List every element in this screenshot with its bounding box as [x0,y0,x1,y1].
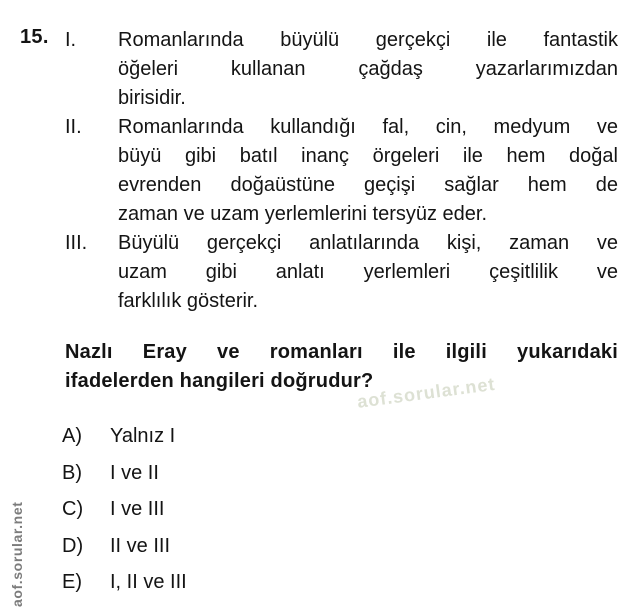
option-letter: D) [62,534,84,557]
statement-line: Romanlarında kullandığı fal, cin, medyum ve [118,116,618,138]
statement-line: farklılık gösterir. [118,290,259,312]
statement-numeral: III. [65,232,88,254]
option-row[interactable] [62,497,482,534]
statement-item [65,229,618,316]
statement-line: öğeleri kullanan çağdaş yazarlarımızdan [118,58,618,80]
question-stem [65,338,618,396]
stem-line: Nazlı Eray ve romanları ile ilgili yukarıdaki [65,341,618,363]
statement-line: uzam gibi anlatı yerlemleri çeşitlilik ve [118,261,618,283]
statement-line: evrenden doğaüstüne geçişi sağlar hem de [118,174,618,196]
option-letter: A) [62,425,82,447]
option-row[interactable] [62,534,482,571]
options-list [62,424,482,607]
option-letter: C) [62,498,84,520]
statement-line: birisidir. [118,87,186,109]
question-number: 15. [20,26,49,48]
statement-numeral: I. [65,29,77,51]
statement-line: Romanlarında büyülü gerçekçi ile fantastik [118,29,618,51]
statement-line: zaman ve uzam yerlemlerini tersyüz eder. [118,203,488,225]
option-letter: B) [62,461,82,484]
option-text: II ve III [110,534,171,557]
watermark-left: aof.sorular.net [9,501,25,607]
statement-lines [118,26,618,113]
statements-list [65,26,618,316]
statement-item [65,113,618,229]
statement-lines [118,113,618,229]
option-row[interactable] [62,424,482,461]
option-text: I, II ve III [110,571,187,593]
statement-item [65,26,618,113]
statement-line: Büyülü gerçekçi anlatılarında kişi, zaman ve [118,232,618,254]
option-text: I ve III [110,498,165,520]
option-text: I ve II [110,461,159,484]
statement-line: büyü gibi batıl inanç örgeleri ile hem doğal [118,145,618,167]
watermark-center: aof.sorular.net [356,373,497,412]
statement-numeral: II. [65,116,82,138]
option-row[interactable] [62,461,482,498]
option-letter: E) [62,571,82,593]
option-row[interactable] [62,570,482,607]
stem-line: ifadelerden hangileri doğrudur? [65,370,374,392]
statement-lines [118,229,618,316]
option-text: Yalnız I [110,425,176,447]
